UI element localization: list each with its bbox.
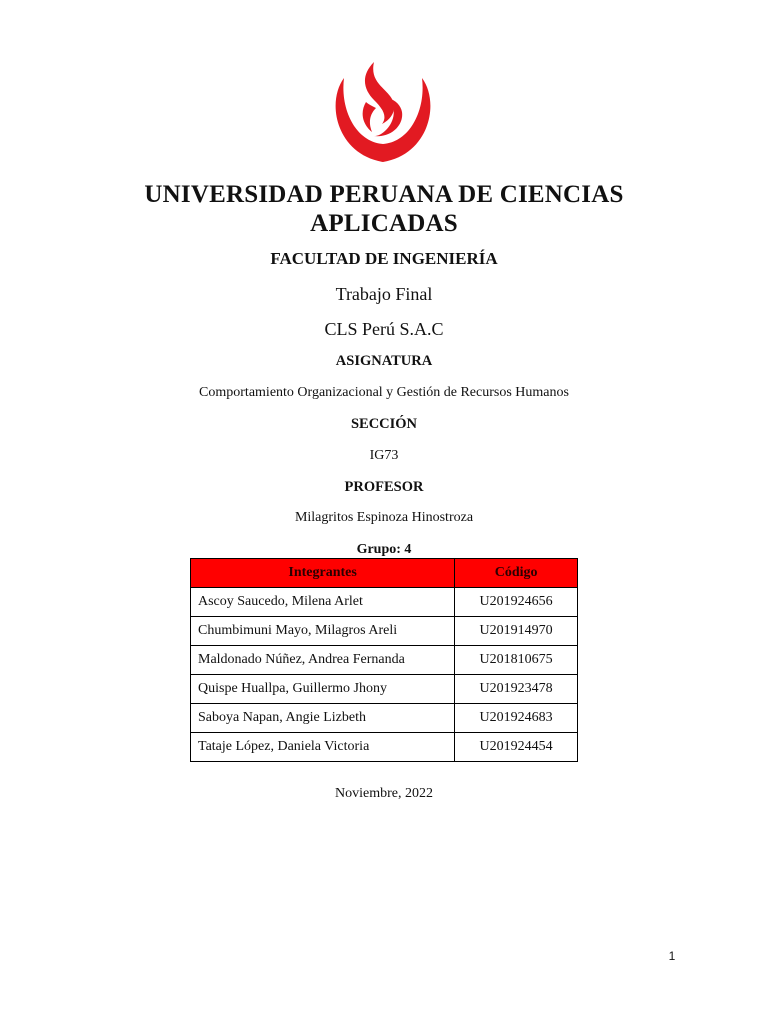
group-title: Grupo: 4 (356, 542, 412, 557)
member-code: U201914970 (455, 617, 578, 646)
member-name: Maldonado Núñez, Andrea Fernanda (191, 646, 455, 675)
table-row (191, 588, 578, 617)
member-name: Saboya Napan, Angie Lizbeth (191, 704, 455, 733)
member-code: U201924656 (455, 588, 578, 617)
university-title: UNIVERSIDAD PERUANA DE CIENCIAS APLICADAS (144, 181, 624, 237)
document-date: Noviembre, 2022 (335, 786, 433, 801)
professor-value: Milagritos Espinoza Hinostroza (294, 510, 474, 525)
member-code: U201924454 (455, 733, 578, 762)
subject-label: ASIGNATURA (335, 353, 433, 369)
section-label: SECCIÓN (350, 416, 418, 432)
member-code: U201923478 (455, 675, 578, 704)
section-value: IG73 (369, 448, 399, 463)
company-name: CLS Perú S.A.C (324, 319, 444, 339)
table-row (191, 617, 578, 646)
member-name: Chumbimuni Mayo, Milagros Areli (191, 617, 455, 646)
faculty-title: FACULTAD DE INGENIERÍA (270, 249, 498, 268)
professor-label: PROFESOR (344, 479, 424, 495)
table-row (191, 646, 578, 675)
university-logo-icon (330, 62, 436, 164)
subject-value: Comportamiento Organizacional y Gestión de Recursos Humanos (199, 385, 569, 400)
table-row (191, 733, 578, 762)
member-name: Tataje López, Daniela Victoria (191, 733, 455, 762)
member-name: Ascoy Saucedo, Milena Arlet (191, 588, 455, 617)
members-table (190, 558, 578, 762)
table-header-row (191, 559, 578, 588)
page-number: 1 (668, 949, 676, 963)
table-row (191, 704, 578, 733)
member-code: U201810675 (455, 646, 578, 675)
table-row (191, 675, 578, 704)
member-name: Quispe Huallpa, Guillermo Jhony (191, 675, 455, 704)
work-type: Trabajo Final (335, 284, 433, 304)
column-header-code: Código (455, 559, 578, 588)
member-code: U201924683 (455, 704, 578, 733)
column-header-members: Integrantes (191, 559, 455, 588)
